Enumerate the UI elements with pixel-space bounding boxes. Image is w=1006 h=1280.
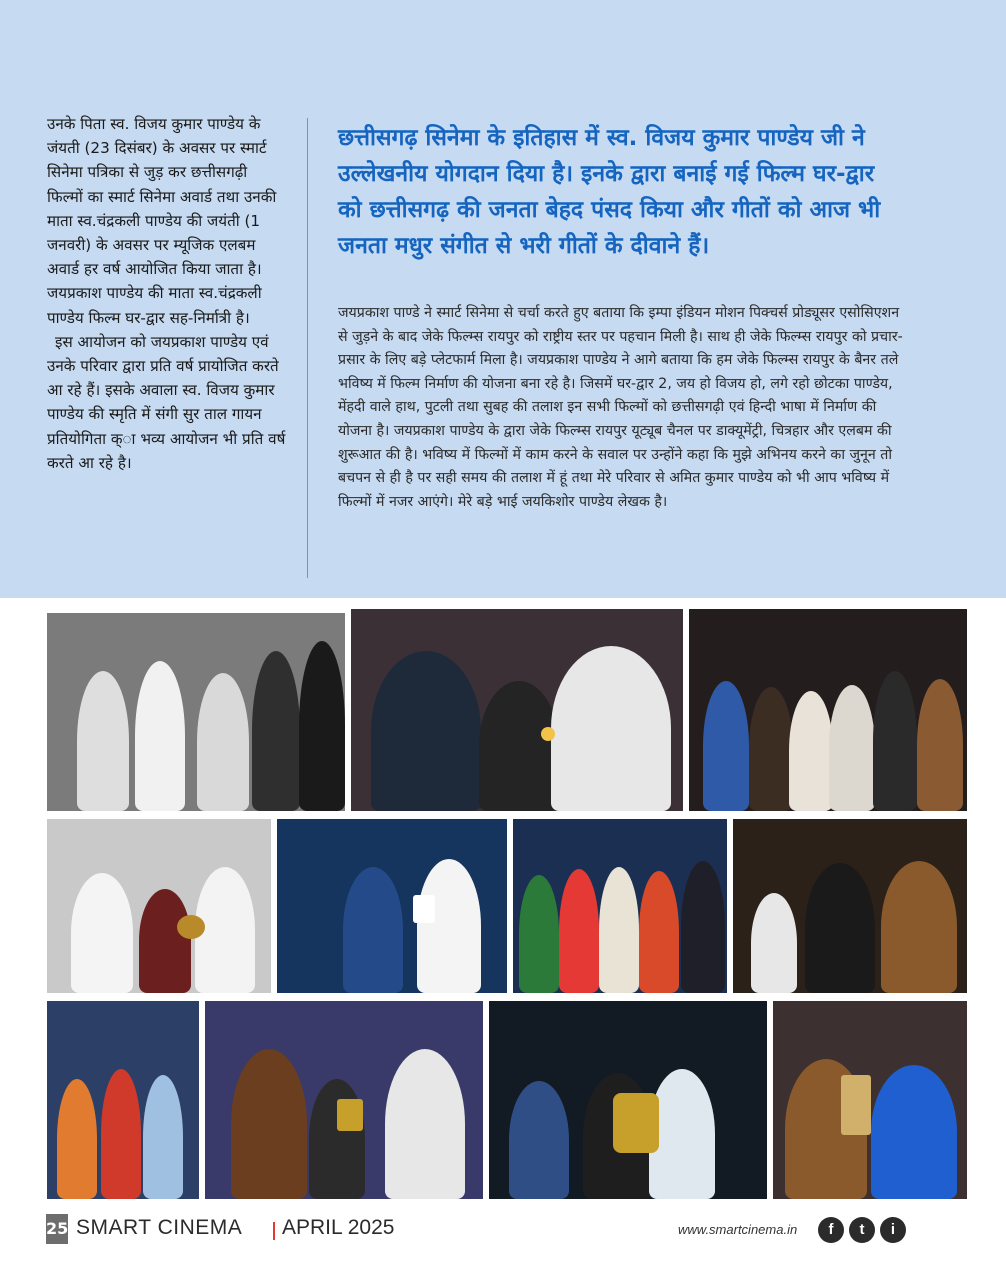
magazine-name: SMART CINEMA (76, 1216, 243, 1239)
left-column (47, 112, 287, 475)
footer (46, 1214, 966, 1248)
photo-6 (512, 818, 728, 994)
photo-2 (350, 608, 684, 812)
left-paragraph-1: उनके पिता स्व. विजय कुमार पाण्डेय के जंयती (23 दिसंबर) के अवसर पर स्मार्ट सिनेमा पत्रिका से जुड़ कर छत्तीसगढ़ी फिल्मों का स्मार्ट सिनेमा अवार्ड तथा उनकी माता स्व.चंद्रकली पाण्डेय की जयंती (1 जनवरी) के अवसर पर म्यूजिक एलबम अवार्ड हर वर्ष आयोजित किया जाता है। जयप्रकाश पाण्डेय की माता स्व.चंद्रकली पाण्डेय फिल्म घर-द्वार सह-निर्मात्री है। (47, 115, 277, 327)
page-number: 25 (46, 1214, 68, 1244)
twitter-icon[interactable]: t (849, 1217, 875, 1243)
article-body: जयप्रकाश पाण्डे ने स्मार्ट सिनेमा से चर्चा करते हुए बताया कि इम्पा इंडियन मोशन पिक्चर्स प्रोड्यूसर एसोसिएशन से जुड़ने के बाद जेके फिल्म्स रायपुर को राष्ट्रीय स्तर पर पहचान मिली है। साथ ही जेके फिल्म्स रायपुर को प्रचार-प्रसार के लिए बड़े प्लेटफार्म मिला है। जयप्रकाश पाण्डेय ने आगे बताया कि हम जेके फिल्म्स रायपुर के बैनर तले भविष्य में फिल्म निर्माण की योजना बना रहे है। जिसमें घर-द्वार 2, जय हो विजय हो, लगे रहो छोटका पाण्डेय, मेंहदी वाले हाथ, पुटली तथा सुबह की तलाश इन सभी फिल्मों को छत्तीसगढ़ी एवं हिन्दी भाषा में निर्माण की योजना है। जयप्रकाश पाण्डेय के द्वारा जेके फिल्म्स रायपुर यूट्यूब चैनल पर डाक्यूमेंट्री, चित्रहार और एलबम की शुरूआत की है। भविष्य में फिल्मों में काम करने के सवाल पर उन्होंने कहा कि मुझे अभिनय करने का जुनून तो बचपन से ही है पर सही समय की तलाश में हूं तथा मेरे परिवार से अमित कुमार पाण्डेय को भी आप भविष्य में फिल्मों में नजर आएंगे। मेरे बड़े भाई जयकिशोर पाण्डेय लेखक है। (338, 305, 903, 510)
photo-3 (688, 608, 968, 812)
photo-9 (204, 1000, 484, 1200)
photo-7 (732, 818, 968, 994)
column-divider (307, 118, 308, 578)
left-paragraph-2: इस आयोजन को जयप्रकाश पाण्डेय एवं उनके परिवार द्वारा प्रति वर्ष प्रायोजित करते आ रहे हैं। इसके अवाला स्व. विजय कुमार पाण्डेय की स्मृति में संगी सुर ताल गायन प्रतियोगिता क्ा भव्य आयोजन भी प्रति वर्ष करते आ रहे है। (47, 332, 286, 472)
issue-date: APRIL 2025 (282, 1216, 395, 1239)
photo-11 (772, 1000, 968, 1200)
footer-separator (273, 1222, 275, 1240)
photo-5 (276, 818, 508, 994)
instagram-icon[interactable]: i (880, 1217, 906, 1243)
photo-4 (46, 818, 272, 994)
pull-quote: छत्तीसगढ़ सिनेमा के इतिहास में स्व. विजय कुमार पाण्डेय जी ने उल्लेखनीय योगदान दिया है। इनके द्वारा बनाई गई फिल्म घर-द्वार को छत्तीसगढ़ की जनता बेहद पंसद किया और गीतों को आज भी जनता मधुर संगीत से भरी गीतों के दीवाने हैं। (338, 125, 881, 259)
photo-8 (46, 1000, 200, 1200)
photo-10 (488, 1000, 768, 1200)
photo-1 (46, 612, 346, 812)
website-url[interactable]: www.smartcinema.in (678, 1222, 798, 1237)
facebook-icon[interactable]: f (818, 1217, 844, 1243)
